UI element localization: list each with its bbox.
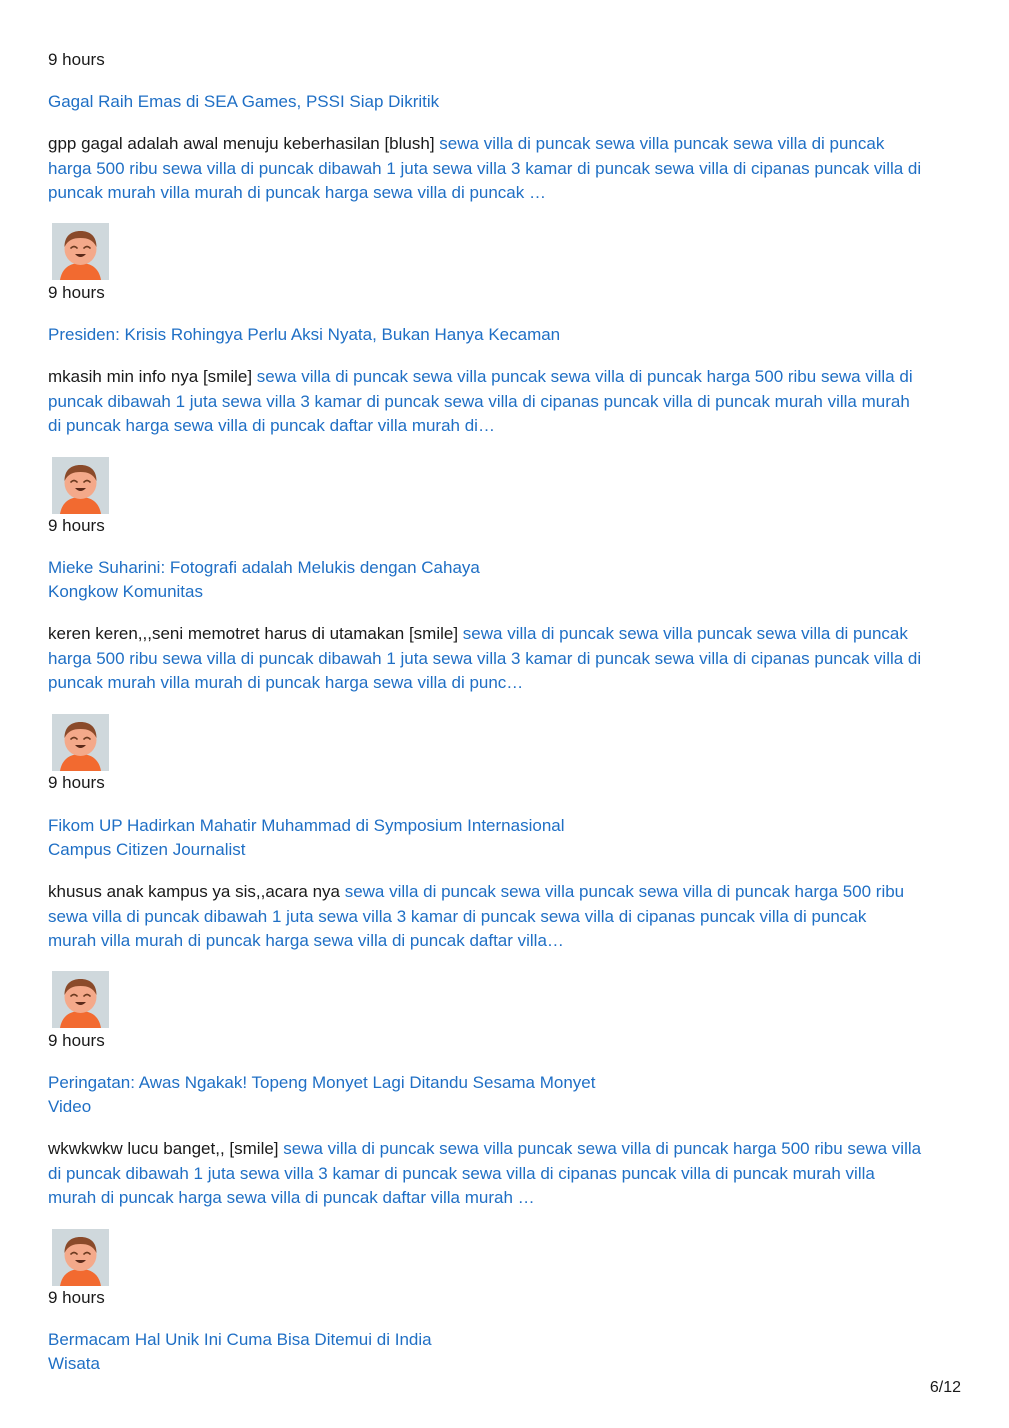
comment-text: mkasih min info nya [smile] <box>48 367 257 386</box>
comment-link[interactable]: di puncak dibawah 1 juta sewa villa 3 kamar di puncak sewa villa di cipanas puncak villa di puncak murah villa <box>48 1163 875 1183</box>
entry-time: 9 hours <box>48 1031 105 1050</box>
entry-title-link[interactable]: Bermacam Hal Unik Ini Cuma Bisa Ditemui di India <box>48 1330 432 1349</box>
entry-title-link[interactable]: Gagal Raih Emas di SEA Games, PSSI Siap Dikritik <box>48 92 440 111</box>
comment-link[interactable]: harga 500 ribu sewa villa di puncak dibawah 1 juta sewa villa 3 kamar di puncak sewa villa di cipanas puncak villa di <box>48 648 922 668</box>
entry-comment <box>48 365 961 439</box>
comment-link[interactable]: puncak murah villa murah di puncak harga sewa villa di punc… <box>48 673 524 692</box>
comment-link[interactable]: murah villa murah di puncak harga sewa villa di puncak daftar villa… <box>48 931 564 950</box>
user-avatar-icon[interactable] <box>52 457 109 514</box>
entry-category-link[interactable]: Wisata <box>48 1354 100 1373</box>
comment-text: keren keren,,,seni memotret harus di utamakan [smile] <box>48 624 463 643</box>
entry-category-link[interactable]: Kongkow Komunitas <box>48 582 203 601</box>
entry-time: 9 hours <box>48 773 105 792</box>
entry-comment <box>48 622 961 696</box>
comment-text: wkwkwkw lucu banget,, [smile] <box>48 1139 284 1158</box>
entry-title-link[interactable]: Peringatan: Awas Ngakak! Topeng Monyet Lagi Ditandu Sesama Monyet <box>48 1073 596 1092</box>
comment-link[interactable]: sewa villa di puncak dibawah 1 juta sewa villa 3 kamar di puncak sewa villa di cipanas puncak villa di puncak <box>48 906 867 926</box>
comment-link[interactable]: sewa villa di puncak sewa villa puncak sewa villa di puncak <box>462 624 908 643</box>
comment-link[interactable]: di puncak harga sewa villa di puncak daftar villa murah di… <box>48 416 495 435</box>
comment-text: gpp gagal adalah awal menuju keberhasilan [blush] <box>48 134 440 153</box>
entry-time: 9 hours <box>48 50 105 69</box>
entry-title-link[interactable]: Mieke Suharini: Fotografi adalah Melukis dengan Cahaya <box>48 558 480 577</box>
comment-link[interactable]: harga 500 ribu sewa villa di puncak dibawah 1 juta sewa villa 3 kamar di puncak sewa villa di cipanas puncak villa di <box>48 158 922 178</box>
entry-title-link[interactable]: Fikom UP Hadirkan Mahatir Muhammad di Symposium Internasional <box>48 816 565 835</box>
comment-link[interactable]: murah di puncak harga sewa villa di puncak daftar villa murah … <box>48 1188 535 1207</box>
user-avatar-icon[interactable] <box>52 971 109 1028</box>
entry-title-link[interactable]: Presiden: Krisis Rohingya Perlu Aksi Nyata, Bukan Hanya Kecaman <box>48 325 561 344</box>
entry-time: 9 hours <box>48 516 105 535</box>
page-number: 6/12 <box>929 1379 961 1396</box>
comment-text: khusus anak kampus ya sis,,acara nya <box>48 882 345 901</box>
entry-time: 9 hours <box>48 283 105 302</box>
user-avatar-icon[interactable] <box>52 1229 109 1286</box>
entry-comment <box>48 132 961 206</box>
comment-link[interactable]: sewa villa di puncak sewa villa puncak sewa villa di puncak <box>439 134 885 153</box>
user-avatar-icon[interactable] <box>52 714 109 771</box>
user-avatar-icon[interactable] <box>52 223 109 280</box>
comment-link[interactable]: sewa villa di puncak sewa villa puncak sewa villa di puncak harga 500 ribu <box>344 882 905 901</box>
entry-comment <box>48 880 961 954</box>
comment-link[interactable]: sewa villa di puncak sewa villa puncak sewa villa di puncak harga 500 ribu sewa villa <box>283 1139 922 1158</box>
feed-entry <box>48 49 961 71</box>
entry-comment <box>48 1137 961 1211</box>
entry-category-link[interactable]: Video <box>48 1097 92 1116</box>
entry-time: 9 hours <box>48 1288 105 1307</box>
comment-link[interactable]: puncak dibawah 1 juta sewa villa 3 kamar di puncak sewa villa di cipanas puncak villa di puncak murah villa murah <box>48 391 910 411</box>
entry-category-link[interactable]: Campus Citizen Journalist <box>48 840 246 859</box>
comment-link[interactable]: puncak murah villa murah di puncak harga sewa villa di puncak … <box>48 183 546 202</box>
comment-link[interactable]: sewa villa di puncak sewa villa puncak sewa villa di puncak harga 500 ribu sewa villa di <box>256 367 913 386</box>
